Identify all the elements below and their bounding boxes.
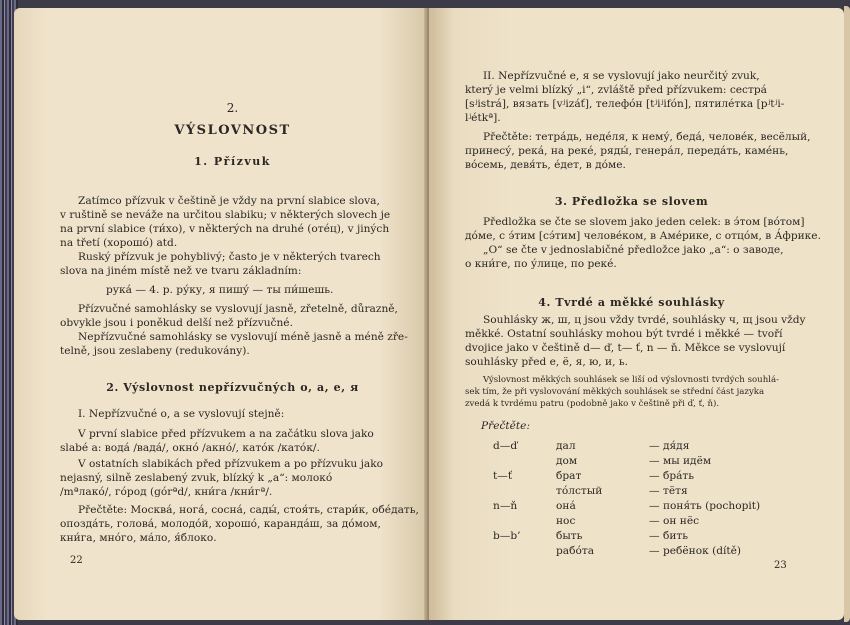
chapter-number: 2.: [226, 101, 239, 115]
soft-cell: — поня́ть (pochopit): [649, 500, 761, 512]
table-row: [429, 470, 834, 484]
text-line: lʲétkª].: [465, 112, 501, 124]
text-line: V ostatních slabikách před přízvukem a po přízvuku jako: [78, 458, 383, 470]
soft-cell: — бить: [649, 530, 689, 542]
text-line: II. Nepřízvučné е, я se vyslovují jako neurčitý zvuk,: [483, 70, 760, 82]
section-3-title: 3. Předložka se slovem: [554, 195, 709, 208]
page-edge: [844, 6, 850, 622]
hard-cell: она́: [556, 500, 576, 512]
text-line: Ruský přízvuk je pohyblivý; často je v některých tvarech: [78, 251, 381, 263]
text-line: до́ме, с э́тим [сэ́тим] челове́ком, в Аме́рике, с отцо́м, в А́фрике.: [465, 230, 821, 242]
text-line: souhlásky před е, ё, я, ю, и, ь.: [465, 356, 628, 368]
text-line: Přečtěte: Москва́, нога́, сосна́, сады́, стоя́ть, стари́к, обе́дать,: [78, 504, 419, 516]
table-row: [429, 485, 834, 499]
hard-cell: дал: [556, 440, 576, 452]
text-line: Přečtěte: тетра́дь, неде́ля, к нему́, беда́, челове́к, весёлый,: [483, 131, 811, 143]
right-page: [429, 8, 844, 620]
text-line: Předložka se čte se slovem jako jeden celek: в э́том [во́том]: [483, 216, 805, 228]
text-line: který je velmi blízký „i“, zvláště před přízvukem: сестра́: [465, 84, 767, 96]
text-line: Výslovnost měkkých souhlásek se liší od výslovnosti tvrdých souhlá-: [483, 375, 780, 385]
text-line: Zatímco přízvuk v češtině je vždy na první slabice slova,: [78, 195, 380, 207]
text-line: опозда́ть, голова́, молодо́й, хорошо́, каранда́ш, за до́мом,: [60, 518, 381, 530]
chapter-title: VÝSLOVNOST: [174, 123, 291, 138]
text-line: slova na jiném místě než ve tvaru základním:: [60, 265, 302, 277]
table-row: [429, 545, 834, 559]
example-line: рука́ — 4. p. ру́ку, я пишу́ — ты пи́шешь.: [106, 284, 334, 296]
text-line: sek tím, že při vyslovování měkkých souhlásek se střední část jazyka: [465, 387, 765, 397]
text-line: [sʲistrá], вязать [vʲizáť], телефо́н [tʲiʲifón], пятиле́тка [pʲtʲi-: [465, 98, 785, 110]
soft-cell: — тётя: [649, 485, 688, 497]
paragraph-4: I. Nepřízvučné о, a se vyslovují stejně:: [78, 408, 285, 420]
table-row: [429, 530, 834, 544]
text-line: měkké. Ostatní souhlásky mohou být tvrdé i měkké — tvoří: [465, 328, 783, 340]
soft-cell: — дя́дя: [649, 440, 690, 452]
text-line: кни́га, мно́го, ма́ло, я́блоко.: [60, 532, 217, 544]
page-number-left: 22: [70, 555, 83, 566]
text-line: Souhlásky ж, ш, ц jsou vždy tvrdé, souhlásky ч, щ jsou vždy: [483, 314, 806, 326]
hard-cell: нос: [556, 515, 576, 527]
text-line: telně, jsou zeslabeny (redukovány).: [60, 345, 250, 357]
text-line: /mªлакó/, го́род (górªd/, кни́га /кни́гª/.: [60, 486, 273, 498]
soft-cell: — бра́ть: [649, 470, 695, 482]
hard-cell: рабо́та: [556, 545, 595, 557]
soft-cell: — ребёнок (dítě): [649, 545, 742, 557]
hard-cell: то́лстый: [556, 485, 603, 497]
pair-cell: t—ť: [493, 470, 513, 482]
section-4-title: 4. Tvrdé a měkké souhlásky: [538, 296, 725, 309]
left-page: [14, 8, 429, 620]
hard-cell: дом: [556, 455, 578, 467]
table-row: [429, 515, 834, 529]
section-2-title: 2. Výslovnost nepřízvučných о, а, е, я: [106, 381, 359, 394]
table-row: [429, 440, 834, 454]
table-row: [429, 500, 834, 514]
text-line: nejasný, silně zeslabený zvuk, blízký k „a“: молоко́: [60, 472, 333, 484]
text-line: Nepřízvučné samohlásky se vyslovují méně jasně a méně zře-: [78, 331, 408, 343]
section-1-title: 1. Přízvuk: [194, 155, 271, 168]
text-line: dvojice jako v češtině d— ď, t— ť, n — ň. Měkce se vyslovují: [465, 342, 786, 354]
text-line: v ruštině se neváže na určitou slabiku; v některých slovech je: [60, 209, 391, 221]
text-line: о кни́ге, по у́лице, по реке́.: [465, 258, 617, 270]
soft-cell: — он нёс: [649, 515, 700, 527]
soft-cell: — мы идём: [649, 455, 712, 467]
read-label: Přečtěte:: [481, 420, 531, 432]
text-line: zvedá k tvrdému patru (podobně jako v češtině při ď, ť, ň).: [465, 399, 720, 409]
pair-cell: b—b’: [493, 530, 521, 542]
pair-cell: d—ď: [493, 440, 518, 452]
hard-cell: брат: [556, 470, 582, 482]
pair-cell: n—ň: [493, 500, 518, 512]
text-line: Přízvučné samohlásky se vyslovují jasně, zřetelně, důrazně,: [78, 303, 398, 315]
text-line: принесу́, река́, на реке́, ряды́, генера́л, переда́ть, каме́нь,: [465, 145, 789, 157]
page-number-right: 23: [774, 560, 787, 571]
text-line: V první slabice před přízvukem a na začátku slova jako: [78, 428, 374, 440]
hard-cell: быть: [556, 530, 583, 542]
text-line: obvykle jsou i poněkud delší než přízvučné.: [60, 317, 293, 329]
text-line: „О“ se čte v jednoslabičné předložce jako „a“: о заводе,: [483, 244, 784, 256]
text-line: во́семь, девя́ть, е́дет, в до́ме.: [465, 159, 626, 171]
text-line: na první slabice (ти́хо), v některých na druhé (отéц), v jiných: [60, 223, 390, 235]
text-line: na třetí (хорошо́) atd.: [60, 237, 178, 249]
table-row: [429, 455, 834, 469]
text-line: slabé a: вода́ /вада́/, окно́ /акно́/, като́к /като́к/.: [60, 442, 320, 454]
